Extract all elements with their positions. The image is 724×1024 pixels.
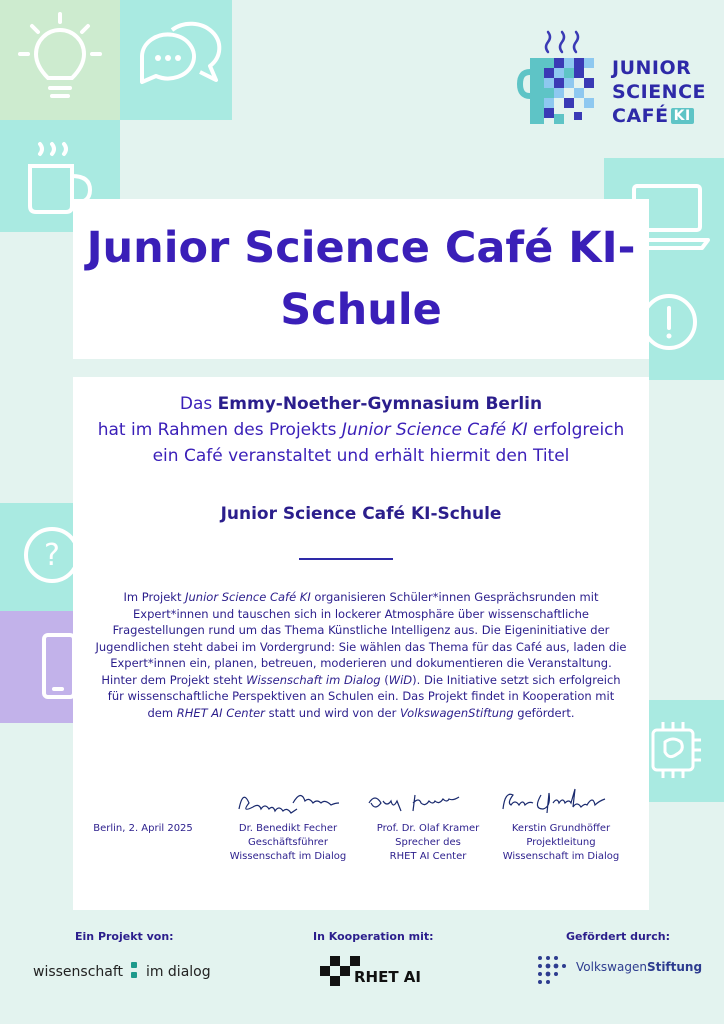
signatory-role: Projektleitung: [526, 837, 596, 848]
signature-grundhoeffer: [497, 783, 617, 817]
desc-rhet: RHET AI Center: [176, 705, 265, 720]
logo-line-2: SCIENCE: [612, 81, 707, 103]
signatory-3: [481, 822, 641, 864]
ai-chip-icon: [649, 700, 724, 802]
signatory-name: Dr. Benedikt Fecher: [238, 823, 338, 834]
desc-wid-short: WiD: [388, 672, 413, 687]
logo-cafe: CAFÉ: [612, 105, 669, 127]
footer-cooperation: In Kooperation mit:: [313, 930, 434, 943]
footer-funded-by: Gefördert durch:: [566, 930, 670, 943]
exclamation-icon: [649, 270, 724, 380]
signatory-role: Geschäftsführer: [248, 837, 328, 848]
intro-line-3: ein Café veranstaltet und erhält hiermit den Titel: [152, 446, 570, 466]
intro-text: [73, 391, 649, 469]
tile-chip: [649, 700, 724, 802]
tile-chat: [120, 0, 232, 120]
logo-ki-badge: KI: [671, 108, 694, 124]
signatory-org: Wissenschaft im Dialog: [229, 851, 347, 862]
certificate-body: [73, 377, 649, 910]
desc-text: Im Projekt: [123, 590, 182, 604]
wid-logo-part-b: im dialog: [145, 964, 211, 980]
intro-line-1: [73, 391, 649, 417]
place-date: Berlin, 2. April 2025: [93, 823, 193, 834]
page-title: Junior Science Café KI-Schule: [86, 223, 636, 335]
question-icon: [0, 503, 73, 611]
logo-line-1: JUNIOR: [612, 57, 692, 79]
signatory-org: Wissenschaft im Dialog: [502, 851, 620, 862]
signatory-role: Sprecher des: [395, 837, 461, 848]
vw-text-a: Volkswagen: [576, 960, 647, 974]
desc-vw: VolkswagenStiftung: [399, 705, 514, 720]
desc-text: gefördert.: [517, 705, 575, 720]
title-panel: [73, 199, 649, 359]
logo-line-3: [612, 104, 706, 128]
desc-wid: Wissenschaft im Dialog: [246, 672, 381, 687]
award-title: Junior Science Café KI-Schule: [220, 504, 502, 524]
divider: [299, 558, 393, 560]
intro-project-name: Junior Science Café KI: [341, 420, 528, 440]
wid-logo: [33, 960, 211, 980]
tile-tablet: [0, 611, 73, 723]
vw-text-b: Stiftung: [646, 960, 703, 974]
svg-text:?: ?: [44, 538, 60, 573]
tile-lightbulb: [0, 0, 120, 120]
desc-text: organisieren Schüler*innen Gesprächsrunden mit Expert*innen und tauschen sich in lockerer Atmosphäre über wissenschaftliche Fragestellungen rund um das Thema Künstliche Intelligenz aus. Die Eigeninitiative der Jugendlichen steht dabei im Vordergrund: Sie wählen das Thema für das Café aus, laden die Expert*innen ein, planen, betreuen, moderieren und dokumentieren die Veranstaltung. Hinter dem Projekt steht: [95, 590, 627, 687]
signatory-name: Kerstin Grundhöffer: [511, 823, 611, 834]
signature-kramer: [365, 789, 475, 817]
signature-fecher: [233, 785, 353, 819]
chat-bubbles-icon: [120, 0, 232, 120]
desc-text: statt und wird von der: [268, 705, 397, 720]
junior-science-cafe-logo: [516, 28, 706, 138]
tile-alert: [649, 270, 724, 380]
lightbulb-icon: [0, 0, 120, 120]
project-description: [95, 589, 627, 721]
intro-line-2: [73, 417, 649, 443]
desc-project: Junior Science Café KI: [185, 590, 311, 604]
cafe-cup-logo-icon: [516, 28, 612, 138]
footer-project-by: Ein Projekt von:: [75, 930, 174, 943]
intro-prefix: Das: [179, 394, 213, 414]
tile-question: [0, 503, 73, 611]
school-name: Emmy-Noether-Gymnasium Berlin: [217, 394, 543, 414]
rhet-ai-text: RHET AI: [354, 968, 421, 986]
desc-text: ). Die Initiative setzt sich erfolgreich für wissenschaftliche Perspektiven an Schulen ein. Das Projekt findet in Kooperation mit dem: [107, 672, 621, 720]
signatory-1: [213, 822, 363, 864]
desc-text: (: [384, 672, 389, 687]
wid-dots-icon: [129, 960, 139, 980]
intro-line2-suffix: erfolgreich: [533, 420, 625, 440]
signatory-name: Prof. Dr. Olaf Kramer: [376, 823, 480, 834]
tablet-icon: [0, 611, 73, 723]
wid-logo-part-a: wissenschaft: [33, 964, 124, 980]
volkswagenstiftung-dots-icon: [536, 954, 568, 986]
signatory-org: RHET AI Center: [389, 851, 467, 862]
intro-line2-prefix: hat im Rahmen des Projekts: [97, 420, 337, 440]
logo-wordmark: [612, 56, 706, 128]
volkswagenstiftung-text: [576, 960, 702, 974]
